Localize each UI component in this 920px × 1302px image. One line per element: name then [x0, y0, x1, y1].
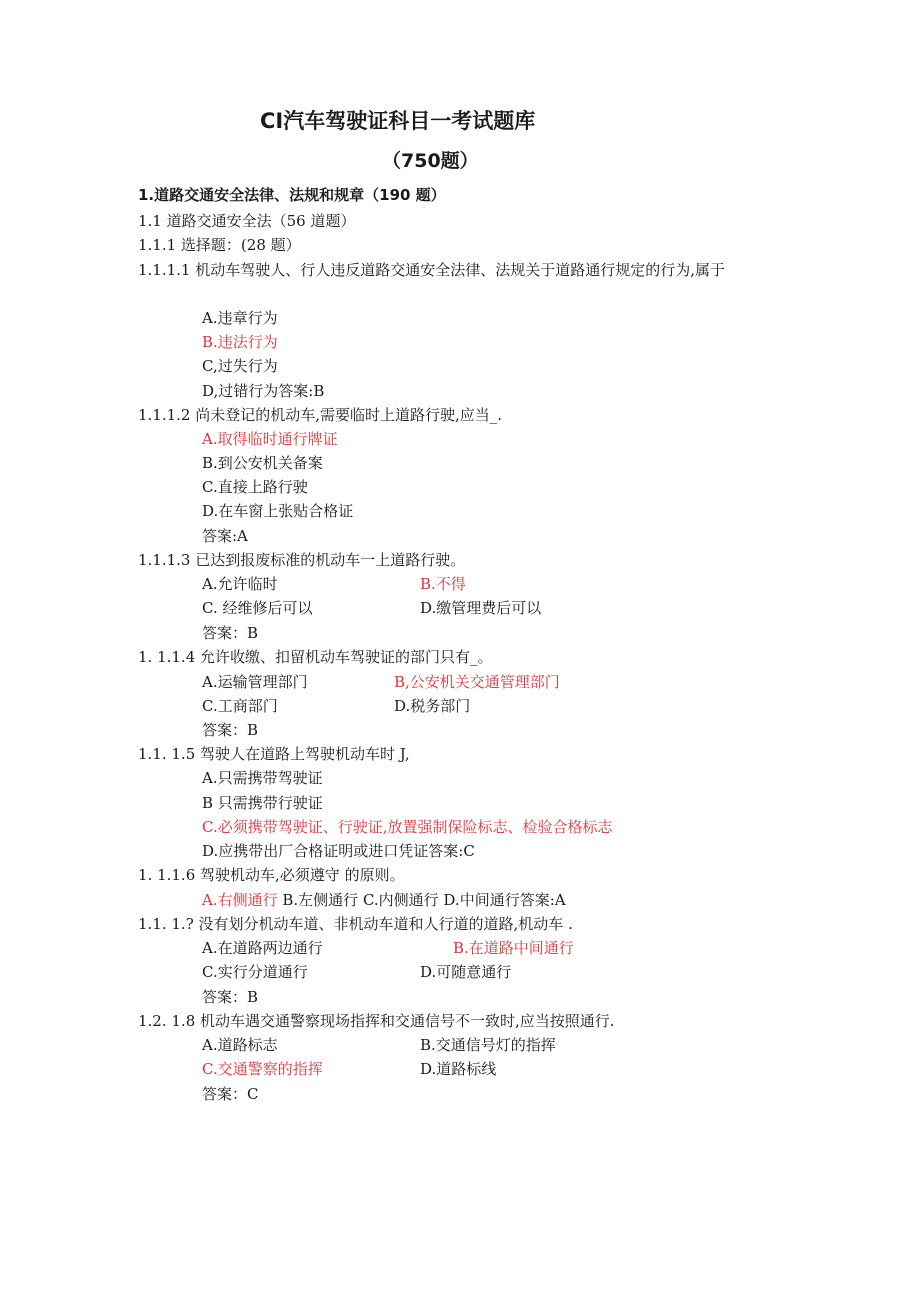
question-7 [138, 914, 573, 934]
answer: 答案:A [202, 527, 248, 545]
option-b-correct: B,公安机关交通管理部门 [394, 673, 560, 691]
option-a: A.只需携带驾驶证 [202, 769, 323, 787]
question-8 [138, 1011, 615, 1031]
question-4 [138, 647, 493, 667]
question-text: 尚未登记的机动车,需要临时上道路行驶,应当_. [195, 406, 503, 424]
question-text: 机动车驾驶人、行人违反道路交通安全法律、法规关于道路通行规定的行为,属于 [195, 261, 726, 279]
option-b-correct: B.在道路中间通行 [453, 939, 574, 957]
question-number: 1.1. 1.? [138, 915, 194, 933]
option-c: C.工商部门 [202, 697, 278, 715]
options-rest: B.左侧通行 C.内侧通行 D.中间通行答案:A [282, 891, 566, 909]
question-number: 1. 1.1.6 [138, 866, 196, 884]
option-d: D.缴管理费后可以 [420, 599, 542, 617]
question-text: 驾驶机动车,必须遵守 的原则。 [200, 866, 405, 884]
option-d: D.道路标线 [420, 1060, 497, 1078]
question-text: 允许收缴、扣留机动车驾驶证的部门只有_。 [200, 648, 493, 666]
question-number: 1.1.1.1 [138, 261, 191, 279]
subsubsection-heading: 1.1.1 选择题：(28 题） [138, 236, 301, 254]
answer: 答案：B [202, 721, 259, 739]
option-a: A.允许临时 [202, 575, 278, 593]
option-d: D.可随意通行 [420, 963, 512, 981]
option-c: C.实行分道通行 [202, 963, 308, 981]
section-heading: 1.道路交通安全法律、法规和规章（190 题） [138, 186, 446, 204]
option-c: C.直接上路行驶 [202, 478, 308, 496]
option-c: C. 经维修后可以 [202, 599, 313, 617]
answer: 答案：B [202, 624, 259, 642]
question-text: 驾驶人在道路上驾驶机动车时 J, [200, 745, 410, 763]
option-d: D.税务部门 [394, 697, 471, 715]
option-b-correct: B.违法行为 [202, 333, 278, 351]
answer: 答案：B [202, 988, 259, 1006]
question-5 [138, 744, 410, 764]
question-number: 1.2. 1.8 [138, 1012, 196, 1030]
question-3 [138, 550, 465, 570]
option-c-correct: C.交通警察的指挥 [202, 1060, 323, 1078]
question-1 [138, 260, 725, 280]
question-number: 1.1. 1.5 [138, 745, 196, 763]
option-b: B 只需携带行驶证 [202, 794, 323, 812]
option-d: D,过错行为答案:B [202, 382, 325, 400]
question-text: 没有划分机动车道、非机动车道和人行道的道路,机动车 . [198, 915, 573, 933]
option-a-correct: A.右侧通行 [202, 891, 278, 909]
question-text: 已达到报废标准的机动车一上道路行驶。 [195, 551, 466, 569]
option-a: A.在道路两边通行 [202, 939, 323, 957]
question-number: 1. 1.1.4 [138, 648, 196, 666]
option-c: C,过失行为 [202, 357, 278, 375]
question-text: 机动车遇交通警察现场指挥和交通信号不一致时,应当按照通行. [200, 1012, 615, 1030]
subsection-heading: 1.1 道路交通安全法（56 道题） [138, 212, 356, 230]
question-6 [138, 865, 405, 885]
option-a: A.运输管理部门 [202, 673, 308, 691]
option-b: B.交通信号灯的指挥 [420, 1036, 556, 1054]
answer: 答案：C [202, 1085, 259, 1103]
option-b-correct: B.不得 [420, 575, 466, 593]
options-line [202, 890, 566, 910]
option-a: A.道路标志 [202, 1036, 278, 1054]
option-c-correct: C.必须携带驾驶证、行驶证,放置强制保险标志、检验合格标志 [202, 818, 613, 836]
option-d: D.应携带出厂合格证明或进口凭证答案:C [202, 842, 475, 860]
question-number: 1.1.1.3 [138, 551, 191, 569]
page-title: CI汽车驾驶证科目一考试题库 [260, 109, 536, 133]
option-b: B.到公安机关备案 [202, 454, 323, 472]
question-number: 1.1.1.2 [138, 406, 191, 424]
option-a: A.违章行为 [202, 309, 278, 327]
page-subtitle: （750题） [382, 150, 479, 172]
option-d: D.在车窗上张贴合格证 [202, 502, 354, 520]
option-a-correct: A.取得临时通行牌证 [202, 430, 338, 448]
question-2 [138, 405, 502, 425]
